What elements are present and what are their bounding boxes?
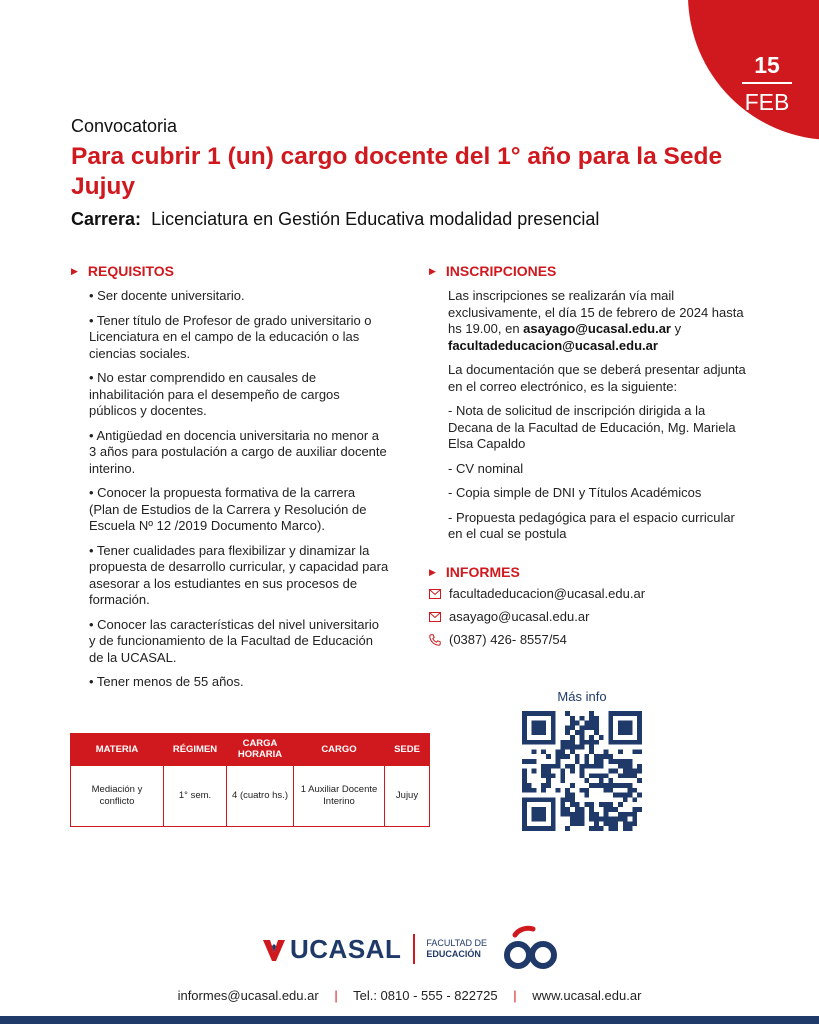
triangle-bullet-icon: ▶ [429,266,436,276]
contact-phone[interactable]: (0387) 426- 8557/54 [429,632,567,647]
brand-name: UCASAL [290,933,402,964]
table-header-row [71,733,430,766]
footer-website[interactable]: www.ucasal.edu.ar [532,988,642,1003]
contact-email-asayago[interactable]: asayago@ucasal.edu.ar [429,609,589,624]
list-item: • Tener menos de 55 años. [89,674,244,689]
ucasal-logo [262,925,561,973]
qr-code[interactable] [522,711,642,831]
triangle-bullet-icon: ▶ [71,266,78,276]
documentation-intro: La documentación que se deberá presentar adjunta en el correo electrónico, es la siguiente: [448,362,746,394]
mail-icon [429,589,441,599]
list-item: - CV nominal [448,460,524,476]
carrera-line [71,209,599,230]
requisitos-heading: ▶ REQUISITOS [71,263,175,279]
list-item: • No estar comprendido en causales de inhabilitación para el desempeño de cargos públicos y docentes. [89,370,340,418]
ucasal-shield-icon [262,936,286,962]
inscripciones-heading: ▶ INSCRIPCIONES [429,263,557,279]
table-header-cell: MATERIA [71,733,164,766]
bottom-bar [0,1016,819,1024]
date-month: FEB [744,89,790,115]
list-item: • Tener título de Profesor de grado universitario o Licenciatura en el campo de la educación o las ciencias sociales. [89,312,372,361]
position-table [70,733,430,827]
list-item: - Propuesta pedagógica para el espacio curricular en el cual se postula [448,509,735,541]
table-cell: 4 (cuatro hs.) [227,766,294,827]
table-cell: 1° sem. [164,766,227,827]
email-link[interactable]: asayago@ucasal.edu.ar [523,321,671,336]
list-item: • Tener cualidades para flexibilizar y dinamizar la propuesta de desarrollo curricular, y capacidad para asesorar a los estudiantes en sus procesos de formación. [89,542,389,607]
60-years-anniversary-icon [501,925,561,973]
footer-separator: | [334,988,338,1003]
faculty-name: FACULTAD DE EDUCACIÓN [426,938,488,959]
email-link[interactable]: facultadeducacion@ucasal.edu.ar [448,337,658,353]
requisitos-list [89,288,389,699]
list-item: - Copia simple de DNI y Títulos Académicos [448,485,702,500]
kicker: Convocatoria [71,116,178,136]
table-cell: 1 Auxiliar Docente Interino [294,766,385,827]
mail-icon [429,612,441,622]
phone-icon [429,634,441,646]
list-item: • Ser docente universitario. [89,288,245,303]
date-divider [742,82,792,84]
list-item: • Antigüedad en docencia universitaria no menor a 3 años para postulación a cargo de auxiliar docente interino. [89,427,387,476]
contact-email-facultad[interactable]: facultadeducacion@ucasal.edu.ar [429,586,645,601]
table-header-cell: CARGO [294,733,385,766]
footer-email[interactable]: informes@ucasal.edu.ar [177,988,319,1003]
informes-heading: ▶ INFORMES [429,564,520,580]
triangle-bullet-icon: ▶ [429,567,436,577]
footer-phone[interactable]: Tel.: 0810 - 555 - 822725 [353,988,498,1003]
list-item: • Conocer las características del nivel universitario y de funcionamiento de la Facultad de Educación de la UCASAL. [89,616,379,665]
table-row [71,766,430,827]
table-cell: Jujuy [385,766,430,827]
table-header-cell: RÉGIMEN [164,733,227,766]
logo-divider [413,934,415,964]
date-day: 15 [754,52,780,78]
inscripciones-body [448,288,748,551]
table-header-cell: SEDE [385,733,430,766]
inscripciones-intro: Las inscripciones se realizarán vía mail exclusivamente, el día 15 de febrero de 2024 hasta hs 19.00, en asayago@ucasal.edu.ar y facultadeducacion@ucasal.edu.ar [448,288,744,353]
table-cell: Mediación y conflicto [71,766,164,827]
carrera-label: Carrera: [71,209,142,229]
table-header-cell: CARGA HORARIA [227,733,294,766]
list-item: - Nota de solicitud de inscripción dirigida a la Decana de la Facultad de Educación, Mg. Mariela Elsa Capaldo [448,403,736,451]
page-title: Para cubrir 1 (un) cargo docente del 1° año para la Sede Jujuy [71,143,723,200]
list-item: • Conocer la propuesta formativa de la carrera (Plan de Estudios de la Carrera y Resolución de Escuela Nº 12 /2019 Documento Marco). [89,485,367,533]
footer [0,988,819,1003]
footer-separator: | [513,988,517,1003]
qr-label: Más info [557,689,607,704]
carrera-value: Licenciatura en Gestión Educativa modalidad presencial [151,209,600,229]
